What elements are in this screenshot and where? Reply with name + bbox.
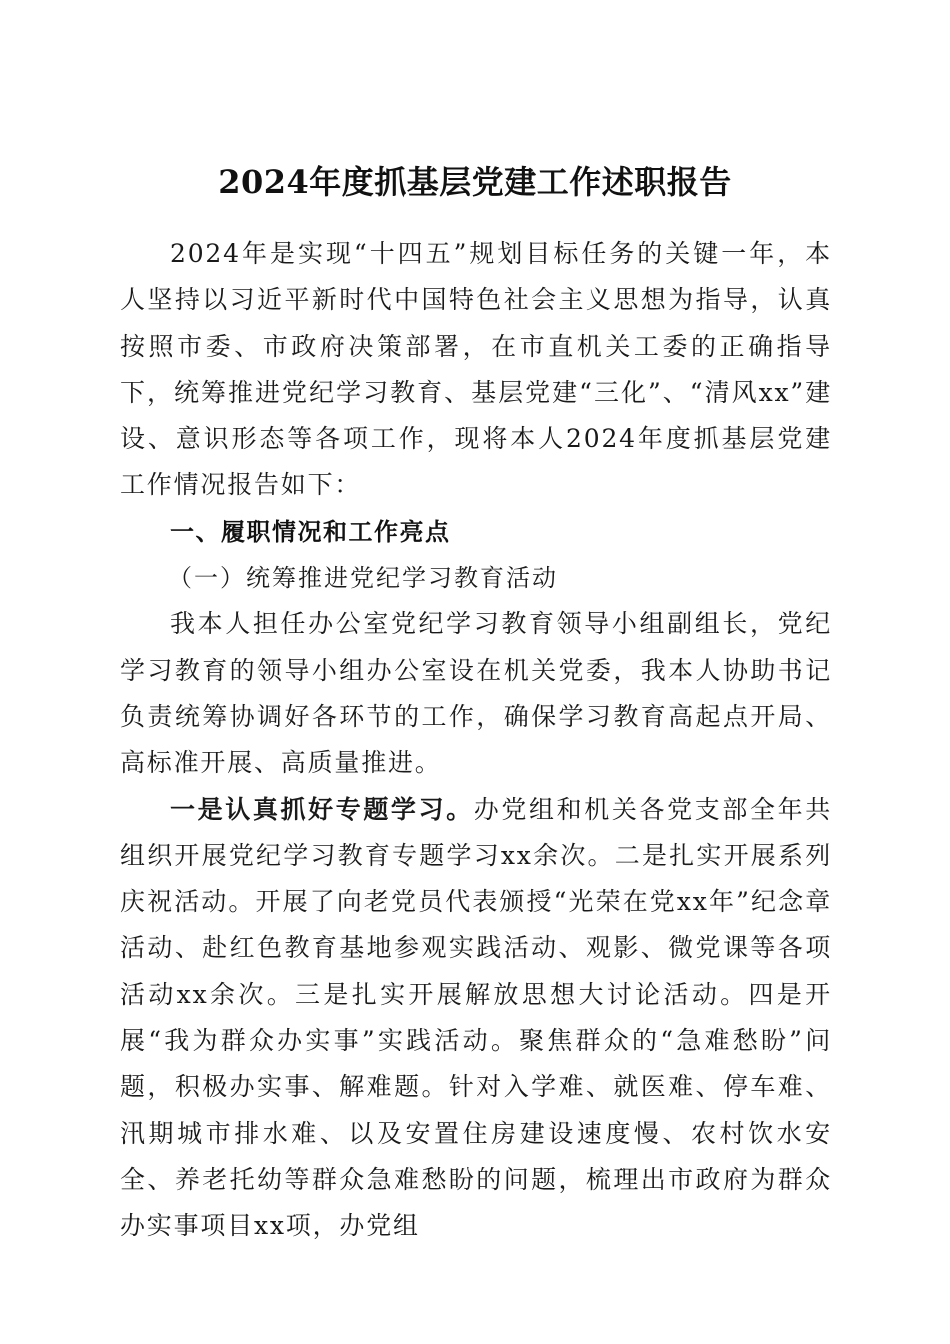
paragraph-2-body: 办党组和机关各党支部全年共组织开展党纪学习教育专题学习xx余次。二是扎实开展系列庆祝活动。开展了向老党员代表颁授“光荣在党xx年”纪念章活动、赴红色教育基地参观实践活动、观影、微党课等各项活动xx余次。三是扎实开展解放思想大讨论活动。四是开展“我为群众办实事”实践活动。聚焦群众的“急难愁盼”问题，积极办实事、解难题。针对入学难、就医难、停车难、汛期城市排水难、以及安置住房建设速度慢、农村饮水安全、养老托幼等群众急难愁盼的问题，梳理出市政府为群众办实事项目xx项，办党组 [120, 794, 832, 1241]
document-body [120, 231, 832, 1250]
paragraph-1: 我本人担任办公室党纪学习教育领导小组副组长，党纪学习教育的领导小组办公室设在机关党委，我本人协助书记负责统筹协调好各环节的工作，确保学习教育高起点开局、高标准开展、高质量推进。 [120, 609, 832, 778]
paragraph-2-lead: 一是认真抓好专题学习。 [170, 794, 474, 824]
intro-paragraph: 2024年是实现“十四五”规划目标任务的关键一年，本人坚持以习近平新时代中国特色社会主义思想为指导，认真按照市委、市政府决策部署，在市直机关工委的正确指导下，统筹推进党纪学习教育、基层党建“三化”、“清风xx”建设、意识形态等各项工作，现将本人2024年度抓基层党建工作情况报告如下： [120, 239, 832, 500]
paragraph-2 [120, 787, 832, 1250]
section-heading-1: 一、履职情况和工作亮点 [170, 517, 451, 546]
document-title: 2024年度抓基层党建工作述职报告 [218, 163, 732, 202]
subsection-heading-1: （一）统筹推进党纪学习教育活动 [168, 564, 558, 593]
